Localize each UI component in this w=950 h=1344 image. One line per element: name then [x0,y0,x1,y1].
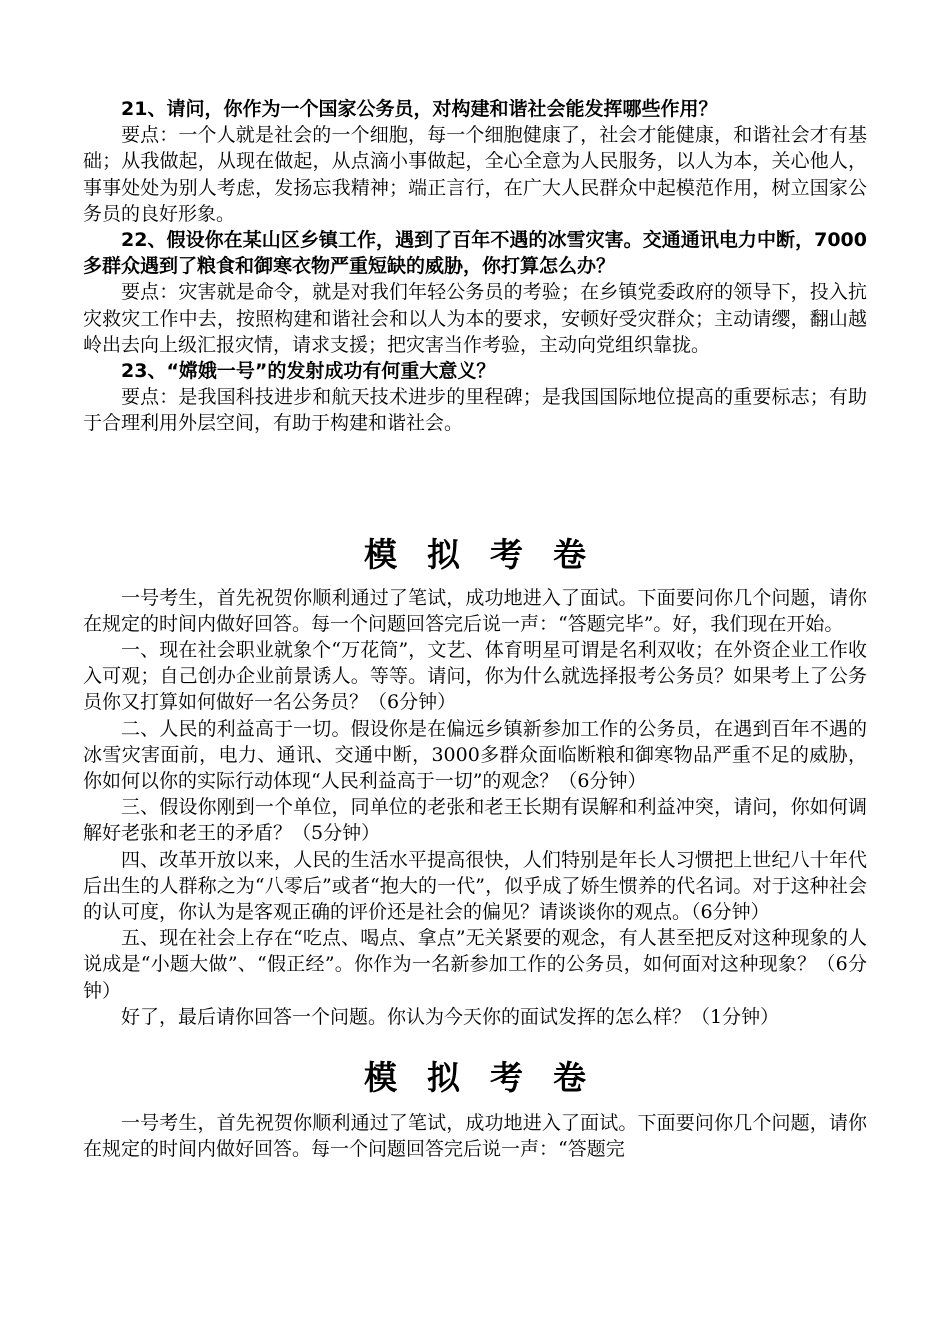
question-21: 21、请问，你作为一个国家公务员，对构建和谐社会能发挥哪些作用？ [121,98,718,120]
answer-22: 要点：灾害就是命令，就是对我们年轻公务员的考验；在乡镇党委政府的领导下，投入抗灾救灾工作中去，按照构建和谐社会和以人为本的要求，安顿好受灾群众；主动请缨，翻山越岭出去向上级汇报灾情，请求支援；把灾害当作考验，主动向党组织靠拢。 [83,281,867,356]
exam1-closing: 好了，最后请你回答一个问题。你认为今天你的面试发挥的怎么样？（1分钟） [121,1005,780,1028]
question-23: 23、“嫦娥一号”的发射成功有何重大意义？ [121,360,496,383]
answer-21: 要点：一个人就是社会的一个细胞，每一个细胞健康了，社会才能健康，和谐社会才有基础；从我做起，从现在做起，从点滴小事做起，全心全意为人民服务，以人为本，关心他人，事事处处为别人考虑，发扬忘我精神；端正言行，在广大人民群众中起模范作用，树立国家公务员的良好形象。 [83,124,867,225]
answer-23: 要点：是我国科技进步和航天技术进步的里程碑；是我国国际地位提高的重要标志；有助于合理利用外层空间，有助于构建和谐社会。 [83,386,867,435]
question-22: 22、假设你在某山区乡镇工作，遇到了百年不遇的冰雪灾害。交通通讯电力中断，7000多群众遇到了粮食和御寒衣物严重短缺的威胁，你打算怎么办？ [83,229,867,278]
exam-title-2: 模拟考卷 [364,1058,616,1098]
exam1-question-4: 四、改革开放以来，人民的生活水平提高很快，人们特别是年长人习惯把上世纪八十年代后出生的人群称之为“八零后”或者“抱大的一代”，似乎成了娇生惯养的代名词。对于这种社会的认可度，你认为是客观正确的评价还是社会的偏见？请谈谈你的观点。（6分钟） [83,848,867,924]
exam2-intro: 一号考生，首先祝贺你顺利通过了笔试，成功地进入了面试。下面要问你几个问题，请你在规定的时间内做好回答。每一个问题回答完后说一声：“答题完 [83,1112,867,1161]
exam-title-1: 模拟考卷 [364,534,616,574]
document-page [83,96,867,1163]
exam1-question-5: 五、现在社会上存在“吃点、喝点、拿点”无关紧要的观念，有人甚至把反对这种现象的人说成是“小题大做”、“假正经”。你作为一名新参加工作的公务员，如何面对这种现象？（6分钟） [83,927,867,1002]
exam1-intro: 一号考生，首先祝贺你顺利通过了笔试，成功地进入了面试。下面要问你几个问题，请你在规定的时间内做好回答。每一个问题回答完后说一声：“答题完毕”。好，我们现在开始。 [83,586,867,635]
exam1-question-2: 二、人民的利益高于一切。假设你是在偏远乡镇新参加工作的公务员，在遇到百年不遇的冰雪灾害面前，电力、通讯、交通中断，3000多群众面临断粮和御寒物品严重不足的威胁，你如何以你的实际行动体现“人民利益高于一切”的观念？（6分钟） [83,717,867,793]
exam1-question-1: 一、现在社会职业就象个“万花筒”，文艺、体育明星可谓是名利双收；在外资企业工作收入可观；自己创办企业前景诱人。等等。请问，你为什么就选择报考公务员？如果考上了公务员你又打算如何做好一名公务员？（6分钟） [83,639,867,714]
exam1-question-3: 三、假设你刚到一个单位，同单位的老张和老王长期有误解和利益冲突，请问，你如何调解好老张和老王的矛盾？（5分钟） [83,796,867,845]
